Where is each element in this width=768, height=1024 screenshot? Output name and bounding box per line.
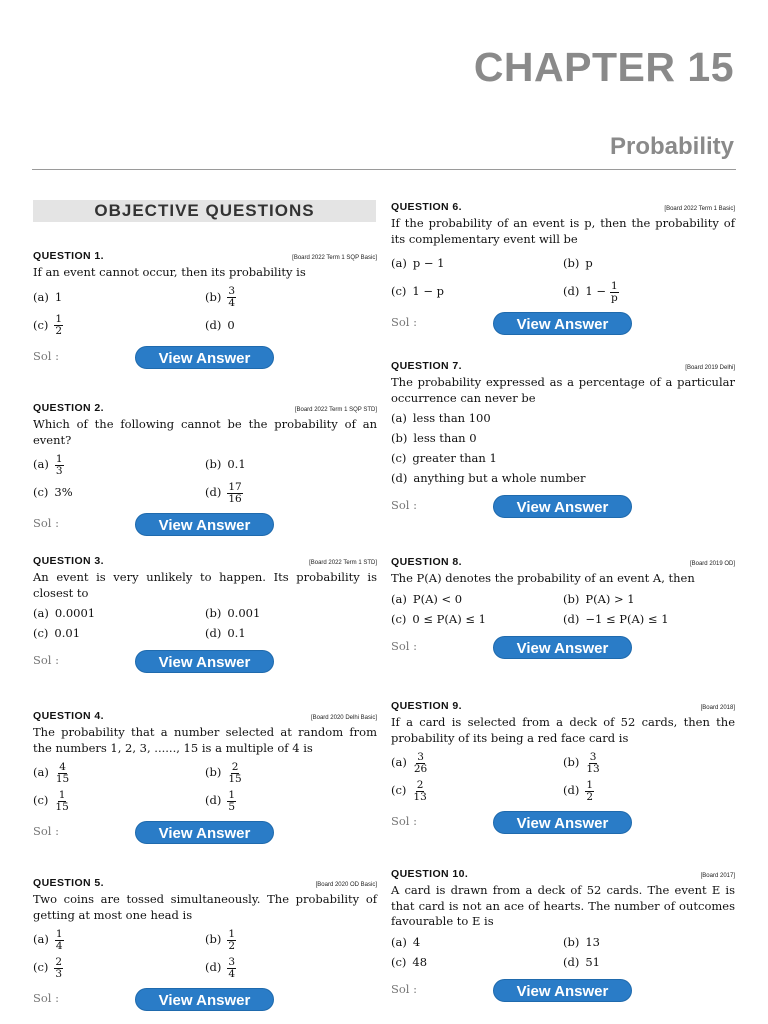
fraction [610, 281, 619, 304]
chapter-subtitle: Probability [609, 133, 734, 160]
option-value: −1 ≤ P(A) ≤ 1 [585, 611, 669, 626]
fraction [227, 957, 236, 980]
option-label: (a) [391, 411, 407, 426]
option [205, 284, 377, 312]
solution-label: Sol : [33, 516, 60, 530]
solution-row [391, 495, 735, 519]
option-label: (b) [563, 591, 580, 606]
fraction-denominator: 15 [228, 772, 242, 785]
option-list [33, 759, 377, 815]
solution-row [33, 346, 377, 370]
solution-label: Sol : [33, 348, 60, 363]
fraction-denominator: 13 [586, 762, 600, 775]
option-label: (d) [205, 960, 222, 975]
option-value: 1 [54, 289, 63, 304]
question-source: [Board 2020 OD Basic] [315, 882, 377, 888]
question-number: QUESTION 6. [391, 201, 462, 213]
solution-row [33, 821, 377, 845]
option-label: (b) [563, 755, 580, 770]
option [563, 953, 735, 973]
option [391, 590, 563, 610]
option [205, 479, 377, 507]
option [563, 590, 735, 610]
fraction-numerator: 17 [228, 480, 242, 493]
option [33, 787, 205, 815]
fraction-denominator: 4 [228, 967, 236, 980]
question-header [391, 200, 735, 214]
solution-row [391, 811, 735, 835]
question-number: QUESTION 2. [33, 402, 104, 414]
option-value: 4 [412, 934, 421, 949]
option-label: (b) [205, 289, 222, 304]
option-label: (a) [391, 934, 407, 949]
option-label: (a) [391, 256, 407, 271]
fraction-numerator: 2 [416, 778, 424, 791]
question-header [33, 401, 377, 415]
fraction-denominator: 2 [586, 790, 594, 803]
question-block [391, 699, 735, 835]
option-value: 0 [227, 317, 235, 332]
option [33, 479, 205, 507]
option [205, 954, 377, 982]
option [205, 604, 377, 624]
fraction-numerator: 1 [55, 927, 63, 940]
option-label: (d) [563, 954, 580, 969]
question-block [391, 555, 735, 660]
option [391, 250, 563, 278]
view-answer-button[interactable]: View Answer [135, 513, 274, 536]
view-answer-button[interactable]: View Answer [493, 979, 632, 1002]
option [563, 933, 735, 953]
option [391, 449, 735, 469]
solution-row [391, 636, 735, 660]
option [33, 604, 205, 624]
option-label: (c) [391, 451, 407, 466]
option [33, 284, 205, 312]
option-value: 0.0001 [54, 606, 96, 621]
option-label: (b) [205, 457, 222, 472]
option-label: (c) [391, 954, 407, 969]
fraction [227, 482, 242, 505]
option-list [391, 590, 735, 630]
solution-row [33, 650, 377, 674]
fraction-numerator: 1 [228, 788, 236, 801]
option [33, 451, 205, 479]
fraction-denominator: 13 [413, 790, 427, 803]
question-text: An event is very unlikely to happen. Its probability is closest to [33, 570, 377, 600]
option-label: (b) [391, 431, 408, 446]
solution-label: Sol : [391, 498, 418, 512]
option-label: (c) [33, 485, 49, 500]
question-source: [Board 2019 Delhi] [685, 365, 735, 371]
option-value: P(A) < 0 [412, 591, 463, 606]
solution-label: Sol : [391, 638, 418, 653]
option-label: (d) [205, 793, 222, 808]
option [33, 624, 205, 644]
option-label: (a) [33, 765, 49, 780]
option [391, 933, 563, 953]
fraction-denominator: 5 [228, 800, 236, 813]
question-source: [Board 2017] [700, 873, 735, 879]
option [391, 749, 563, 777]
option-value: less than 100 [412, 411, 491, 426]
question-text: The probability that a number selected at random from the numbers 1, 2, 3, ......, 15 is a multiple of 4 is [33, 725, 377, 755]
option-label: (d) [205, 317, 222, 332]
option-label: (a) [33, 457, 49, 472]
option-list [391, 250, 735, 306]
option [33, 759, 205, 787]
question-text: The probability expressed as a percentage of a particular occurrence can never be [391, 375, 735, 405]
question-number: QUESTION 5. [33, 877, 104, 889]
fraction-denominator: 4 [55, 939, 63, 952]
question-block [33, 709, 377, 845]
view-answer-button[interactable]: View Answer [493, 636, 632, 659]
question-number: QUESTION 4. [33, 710, 104, 722]
fraction [585, 752, 600, 775]
fraction-numerator: 1 [58, 788, 66, 801]
fraction-numerator: 3 [228, 955, 236, 968]
fraction-numerator: 1 [610, 279, 618, 292]
option [205, 787, 377, 815]
option-value: greater than 1 [412, 451, 497, 466]
fraction-denominator: 26 [413, 762, 428, 775]
option [391, 953, 563, 973]
option [563, 610, 735, 630]
option-value: 48 [412, 954, 428, 969]
fraction [227, 286, 236, 309]
fraction-numerator: 1 [55, 313, 63, 325]
fraction [227, 929, 236, 952]
option-value: P(A) > 1 [585, 591, 635, 606]
option [33, 954, 205, 982]
fraction [55, 454, 64, 477]
question-source: [Board 2019 OD] [689, 561, 735, 567]
option-value: less than 0 [413, 431, 477, 446]
option-label: (d) [563, 783, 580, 798]
option [391, 777, 563, 805]
solution-label: Sol : [391, 814, 418, 828]
fraction [54, 957, 63, 980]
option-label: (c) [33, 317, 49, 332]
fraction-denominator: 15 [55, 800, 69, 813]
fraction-denominator: 2 [228, 939, 236, 952]
view-answer-button[interactable]: View Answer [135, 650, 274, 673]
solution-row [391, 979, 735, 1003]
option-label: (a) [33, 932, 49, 947]
option-value: 1 − p [412, 284, 445, 299]
option-value: anything but a whole number [413, 471, 586, 486]
option-label: (c) [391, 284, 407, 299]
option-label: (d) [391, 471, 408, 486]
option-value: 51 [585, 954, 600, 969]
option-label: (b) [205, 932, 222, 947]
fraction-numerator: 2 [55, 955, 63, 968]
fraction-denominator: 16 [228, 492, 242, 505]
question-header [33, 554, 377, 568]
option-label: (a) [391, 591, 407, 606]
option-value: 13 [585, 934, 600, 949]
fraction-numerator: 4 [59, 760, 66, 773]
chapter-title: CHAPTER 15 [473, 44, 734, 90]
option [205, 759, 377, 787]
option-list [33, 284, 377, 340]
option-value: p [585, 256, 593, 271]
option [391, 409, 735, 429]
option-value: 0 ≤ P(A) ≤ 1 [412, 611, 486, 626]
view-answer-button[interactable]: View Answer [135, 821, 274, 844]
question-header [33, 249, 377, 263]
option [391, 610, 563, 630]
question-block [391, 200, 735, 336]
question-block [391, 359, 735, 519]
question-source: [Board 2022 Term 1 SQP STD] [294, 407, 377, 413]
option [391, 429, 735, 449]
fraction-denominator: 2 [55, 325, 63, 337]
fraction-numerator: 3 [589, 750, 597, 763]
question-source: [Board 2020 Delhi Basic] [310, 715, 377, 721]
fraction-numerator: 1 [228, 927, 236, 940]
view-answer-button[interactable]: View Answer [135, 346, 274, 369]
section-banner: OBJECTIVE QUESTIONS [33, 200, 376, 222]
fraction-denominator: 15 [55, 772, 70, 785]
option-list [391, 409, 735, 489]
question-block [391, 867, 735, 1003]
option-value: 3% [54, 485, 73, 500]
fraction [413, 752, 428, 775]
solution-row [391, 312, 735, 336]
option [33, 926, 205, 954]
question-source: [Board 2018] [700, 705, 735, 711]
option-label: (c) [391, 611, 407, 626]
option-label: (a) [33, 606, 49, 621]
fraction-numerator: 1 [55, 452, 63, 465]
header-divider [32, 169, 736, 170]
option-label: (d) [563, 284, 580, 299]
option-label: (d) [205, 626, 222, 641]
question-block [33, 401, 377, 537]
question-header [33, 876, 377, 890]
question-block [33, 876, 377, 1012]
option [563, 278, 735, 306]
option-label: (c) [391, 783, 407, 798]
fraction-denominator: 3 [55, 464, 63, 477]
option-label: (c) [33, 960, 49, 975]
option-value: 0.001 [227, 606, 261, 621]
question-header [391, 699, 735, 713]
question-header [33, 709, 377, 723]
option-list [33, 604, 377, 644]
option-list [391, 749, 735, 805]
solution-label: Sol : [33, 653, 60, 667]
option-value: 1 − [585, 284, 606, 299]
option-value: 0.1 [227, 457, 246, 472]
fraction [227, 790, 236, 813]
option-label: (c) [33, 793, 49, 808]
question-number: QUESTION 3. [33, 555, 104, 567]
option-value: p − 1 [412, 256, 445, 271]
question-header [391, 359, 735, 373]
fraction [54, 790, 69, 813]
option [563, 777, 735, 805]
question-header [391, 555, 735, 569]
option-label: (d) [205, 485, 222, 500]
question-number: QUESTION 8. [391, 556, 462, 568]
fraction-numerator: 1 [586, 778, 594, 791]
solution-row [33, 988, 377, 1012]
option-list [33, 451, 377, 507]
question-text: If a card is selected from a deck of 52 cards, then the probability of its being a red face card is [391, 715, 735, 745]
solution-label: Sol : [33, 824, 60, 838]
option-label: (b) [205, 606, 222, 621]
question-text: Which of the following cannot be the probability of an event? [33, 417, 377, 447]
fraction [55, 762, 70, 785]
fraction-numerator: 3 [417, 750, 424, 763]
option [205, 926, 377, 954]
question-block [33, 554, 377, 674]
option-list [391, 933, 735, 973]
fraction [55, 929, 64, 952]
fraction [54, 314, 63, 337]
option-label: (b) [563, 256, 580, 271]
option-label: (c) [33, 626, 49, 641]
option-label: (b) [563, 934, 580, 949]
fraction [412, 780, 427, 803]
option [391, 469, 735, 489]
question-text: The P(A) denotes the probability of an event A, then [391, 571, 695, 585]
question-number: QUESTION 9. [391, 700, 462, 712]
option-label: (a) [33, 289, 49, 304]
question-number: QUESTION 7. [391, 360, 462, 372]
fraction [227, 762, 242, 785]
option [391, 278, 563, 306]
question-text: Two coins are tossed simultaneously. The probability of getting at most one head is [33, 892, 377, 922]
solution-label: Sol : [391, 981, 418, 996]
question-header [391, 867, 735, 881]
option [33, 312, 205, 340]
question-text: If the probability of an event is p, then the probability of its complementary event will be [391, 216, 735, 246]
question-block [33, 249, 377, 370]
option [563, 250, 735, 278]
solution-label: Sol : [391, 315, 418, 329]
question-text: A card is drawn from a deck of 52 cards. The event E is that card is not an ace of hearts. The number of outcomes favourable to E is [391, 883, 735, 928]
solution-row [33, 513, 377, 537]
option-list [33, 926, 377, 982]
option [205, 624, 377, 644]
question-number: QUESTION 1. [33, 250, 104, 262]
fraction [585, 780, 594, 803]
question-text: If an event cannot occur, then its probability is [33, 265, 306, 279]
fraction-denominator: p [610, 291, 618, 304]
fraction-numerator: 2 [231, 760, 239, 773]
view-answer-button[interactable]: View Answer [493, 312, 632, 335]
fraction-numerator: 3 [228, 285, 236, 297]
question-source: [Board 2022 Term 1 STD] [309, 560, 377, 566]
option-label: (a) [391, 755, 407, 770]
fraction-denominator: 4 [228, 297, 236, 309]
question-source: [Board 2022 Term 1 Basic] [664, 206, 735, 212]
solution-label: Sol : [33, 991, 60, 1005]
view-answer-button[interactable]: View Answer [493, 811, 632, 834]
option-label: (d) [563, 611, 580, 626]
option-label: (b) [205, 765, 222, 780]
option [205, 451, 377, 479]
option [563, 749, 735, 777]
view-answer-button[interactable]: View Answer [135, 988, 274, 1011]
view-answer-button[interactable]: View Answer [493, 495, 632, 518]
fraction-denominator: 3 [55, 967, 63, 980]
option-value: 0.1 [227, 626, 246, 641]
option [205, 312, 377, 340]
option-value: 0.01 [54, 626, 81, 641]
question-source: [Board 2022 Term 1 SQP Basic] [292, 255, 377, 261]
question-number: QUESTION 10. [391, 868, 469, 880]
